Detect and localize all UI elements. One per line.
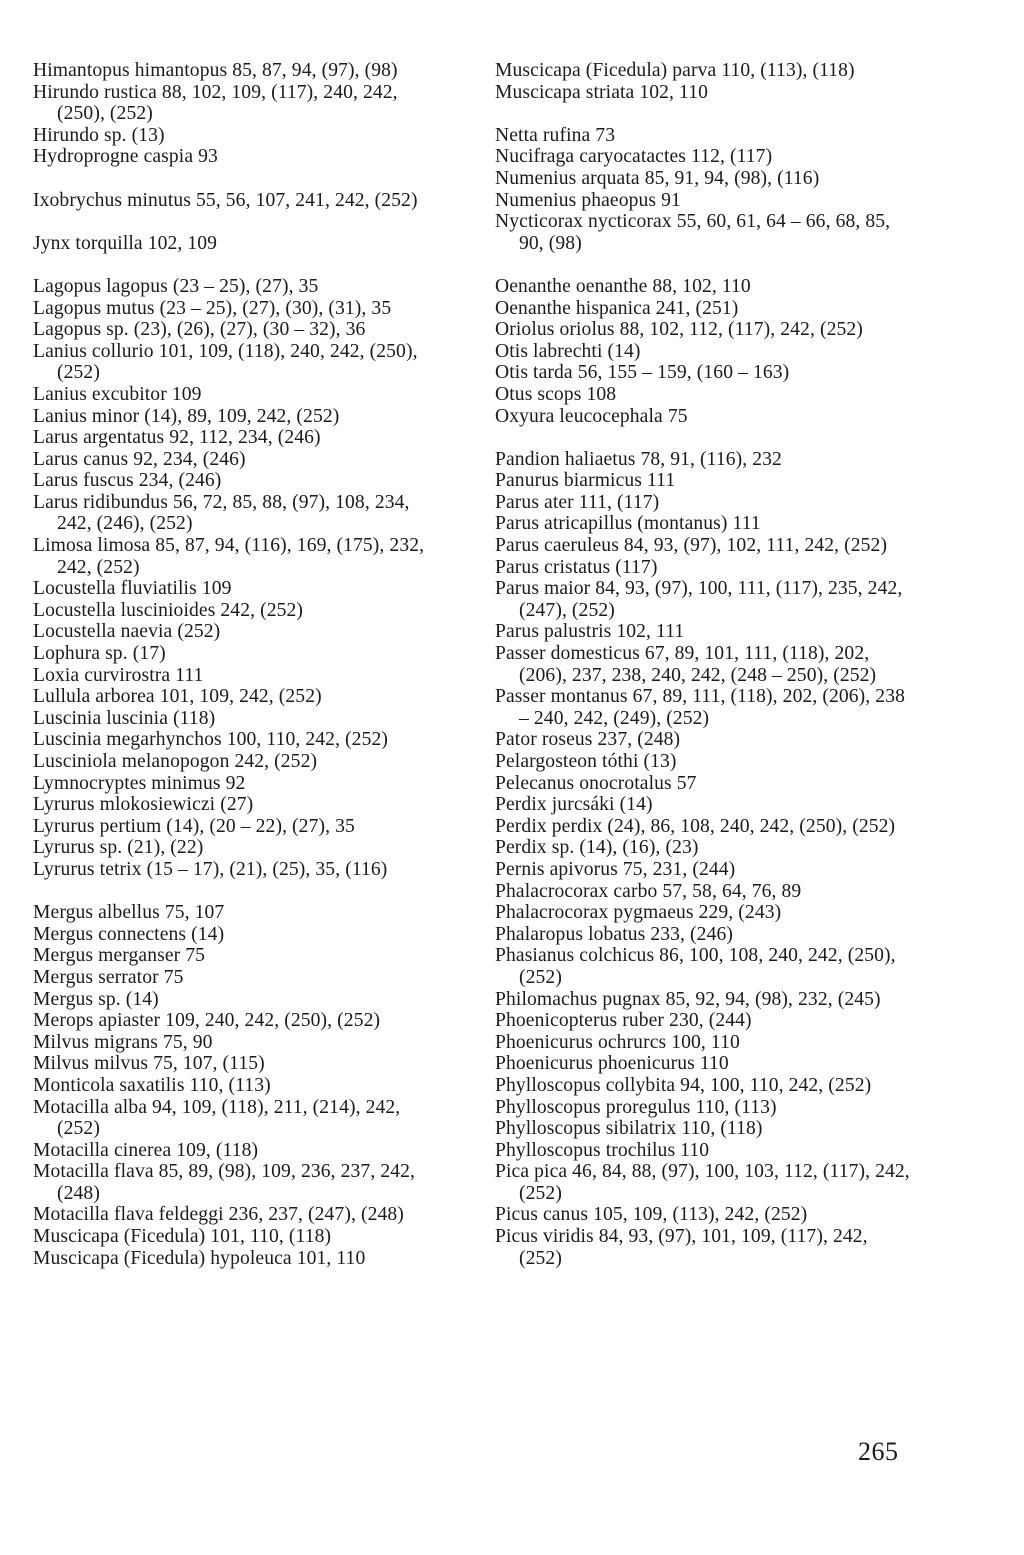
index-entry: Nucifraga caryocatactes 112, (117) (495, 146, 773, 168)
index-entry: Phylloscopus proregulus 110, (113) (495, 1096, 777, 1118)
index-entry: Monticola saxatilis 110, (113) (33, 1074, 271, 1096)
index-entry: Ixobrychus minutus 55, 56, 107, 241, 242, (252) (33, 189, 418, 211)
index-entry: Lophura sp. (17) (33, 643, 166, 665)
index-column-right (495, 60, 913, 1269)
index-entry: Larus argentatus 92, 112, 234, (246) (33, 427, 321, 449)
index-entry: Picus canus 105, 109, (113), 242, (252) (495, 1204, 808, 1226)
index-entry: Passer montanus 67, 89, 111, (118), 202, (206), 238 – 240, 242, (249), (252) (495, 686, 905, 729)
index-entry: Phoenicurus ochrurcs 100, 110 (495, 1031, 740, 1053)
index-entry: Lagopus sp. (23), (26), (27), (30 – 32), 36 (33, 319, 366, 341)
index-entry: Muscicapa (Ficedula) parva 110, (113), (118) (495, 60, 855, 81)
index-entry: Panurus biarmicus 111 (495, 470, 676, 492)
letter-group-gap (33, 254, 441, 276)
index-entry: Lyrurus sp. (21), (22) (33, 837, 204, 859)
index-entry: Larus fuscus 234, (246) (33, 470, 222, 492)
index-entry: Parus ater 111, (117) (495, 491, 660, 513)
index-entry: Locustella fluviatilis 109 (33, 578, 232, 600)
index-entry: Merops apiaster 109, 240, 242, (250), (252) (33, 1010, 381, 1032)
index-entry: Muscicapa (Ficedula) hypoleuca 101, 110 (33, 1247, 366, 1269)
letter-group-gap (495, 427, 913, 449)
index-entry: Lymnocryptes minimus 92 (33, 772, 246, 794)
index-entry: Hirundo rustica 88, 102, 109, (117), 240, 242, (250), (252) (33, 81, 398, 125)
index-entry: Motacilla flava 85, 89, (98), 109, 236, 237, 242, (248) (33, 1161, 416, 1204)
index-entry: Oenanthe oenanthe 88, 102, 110 (495, 275, 751, 297)
index-entry: Parus palustris 102, 111 (495, 621, 685, 643)
index-entry: Pica pica 46, 84, 88, (97), 100, 103, 112, (117), 242, (252) (495, 1161, 910, 1204)
index-entry: Lyrurus mlokosiewiczi (27) (33, 794, 254, 816)
index-entry: Perdix jurcsáki (14) (495, 794, 653, 816)
index-entry: Hirundo sp. (13) (33, 124, 165, 146)
index-entry: Phoenicopterus ruber 230, (244) (495, 1010, 752, 1032)
index-entry: Picus viridis 84, 93, (97), 101, 109, (117), 242, (252) (495, 1226, 868, 1269)
index-entry: Philomachus pugnax 85, 92, 94, (98), 232, (245) (495, 988, 881, 1010)
index-entry: Motacilla cinerea 109, (118) (33, 1139, 259, 1161)
index-entry: Otis labrechti (14) (495, 340, 641, 362)
index-entry: Luscinia megarhynchos 100, 110, 242, (252) (33, 729, 389, 751)
index-entry: Perdix sp. (14), (16), (23) (495, 837, 699, 859)
index-entry: Pandion haliaetus 78, 91, (116), 232 (495, 448, 782, 470)
index-entry: Muscicapa (Ficedula) 101, 110, (118) (33, 1226, 332, 1248)
index-entry: Locustella naevia (252) (33, 621, 221, 643)
index-entry: Parus caeruleus 84, 93, (97), 102, 111, 242, (252) (495, 535, 888, 557)
index-entry: Phylloscopus collybita 94, 100, 110, 242, (252) (495, 1074, 872, 1096)
index-entry: Parus atricapillus (montanus) 111 (495, 513, 761, 535)
letter-group-gap (33, 881, 441, 903)
index-entry: Parus maior 84, 93, (97), 100, 111, (117), 235, 242, (247), (252) (495, 578, 903, 621)
index-entry: Motacilla alba 94, 109, (118), 211, (214), 242, (252) (33, 1096, 401, 1140)
index-entry: Pernis apivorus 75, 231, (244) (495, 858, 736, 880)
index-entry: Lyrurus pertium (14), (20 – 22), (27), 35 (33, 815, 355, 837)
index-entry: Netta rufina 73 (495, 124, 616, 146)
index-entry: Mergus sp. (14) (33, 988, 159, 1010)
index-column-left (33, 60, 441, 1269)
index-entry: Jynx torquilla 102, 109 (33, 232, 218, 254)
index-entry: Himantopus himantopus 85, 87, 94, (97), (98) (33, 60, 398, 81)
index-entry: Limosa limosa 85, 87, 94, (116), 169, (175), 232, 242, (252) (33, 535, 425, 578)
page-number: 265 (858, 1437, 899, 1466)
index-entry: Parus cristatus (117) (495, 556, 658, 578)
index-entry: Otus scops 108 (495, 383, 617, 405)
index-entry: Lusciniola melanopogon 242, (252) (33, 751, 318, 772)
index-entry: Oriolus oriolus 88, 102, 112, (117), 242, (252) (495, 319, 863, 341)
index-entry: Phalaropus lobatus 233, (246) (495, 923, 733, 945)
index-entry: Loxia curvirostra 111 (33, 664, 204, 686)
index-entry: Larus ridibundus 56, 72, 85, 88, (97), 108, 234, 242, (246), (252) (33, 491, 410, 535)
index-entry: Phylloscopus sibilatrix 110, (118) (495, 1118, 763, 1140)
index-entry: Mergus connectens (14) (33, 923, 225, 945)
letter-group-gap (33, 168, 441, 190)
index-entry: Luscinia luscinia (118) (33, 707, 216, 729)
index-entry: Numenius phaeopus 91 (495, 189, 681, 211)
letter-group-gap (495, 103, 913, 125)
index-entry: Lanius excubitor 109 (33, 383, 202, 405)
index-entry: Larus canus 92, 234, (246) (33, 448, 246, 470)
index-entry: Mergus albellus 75, 107 (33, 902, 225, 924)
index-entry: Motacilla flava feldeggi 236, 237, (247), (248) (33, 1204, 404, 1226)
index-entry: Oxyura leucocephala 75 (495, 405, 688, 427)
index-entry: Perdix perdix (24), 86, 108, 240, 242, (250), (252) (495, 815, 896, 837)
index-entry: Mergus serrator 75 (33, 966, 184, 988)
index-entry: Muscicapa striata 102, 110 (495, 81, 708, 103)
index-entry: Lagopus lagopus (23 – 25), (27), 35 (33, 275, 319, 297)
index-entry: Oenanthe hispanica 241, (251) (495, 297, 739, 319)
index-entry: Milvus milvus 75, 107, (115) (33, 1053, 265, 1075)
letter-group-gap (33, 211, 441, 233)
index-entry: Numenius arquata 85, 91, 94, (98), (116) (495, 167, 820, 189)
index-entry: Otis tarda 56, 155 – 159, (160 – 163) (495, 362, 790, 384)
index-entry: Phoenicurus phoenicurus 110 (495, 1053, 729, 1075)
index-entry: Lagopus mutus (23 – 25), (27), (30), (31), 35 (33, 297, 392, 319)
index-entry: Phasianus colchicus 86, 100, 108, 240, 242, (250), (252) (495, 945, 896, 988)
index-entry: Lanius collurio 101, 109, (118), 240, 242, (250), (252) (33, 340, 418, 384)
index-entry: Pelecanus onocrotalus 57 (495, 772, 697, 794)
index-entry: Passer domesticus 67, 89, 101, 111, (118), 202, (206), 237, 238, 240, 242, (248 – 250), (252) (495, 643, 877, 686)
index-entry: Lyrurus tetrix (15 – 17), (21), (25), 35, (116) (33, 858, 388, 880)
index-entry: Phylloscopus trochilus 110 (495, 1139, 710, 1161)
index-entry: Phalacrocorax carbo 57, 58, 64, 76, 89 (495, 880, 802, 902)
index-entry: Mergus merganser 75 (33, 945, 206, 967)
index-entry: Nycticorax nycticorax 55, 60, 61, 64 – 66, 68, 85, 90, (98) (495, 211, 891, 254)
index-entry: Lanius minor (14), 89, 109, 242, (252) (33, 405, 340, 427)
index-entry: Locustella luscinioides 242, (252) (33, 599, 304, 621)
index-entry: Lullula arborea 101, 109, 242, (252) (33, 686, 322, 708)
index-entry: Pator roseus 237, (248) (495, 729, 681, 751)
index-entry: Phalacrocorax pygmaeus 229, (243) (495, 902, 782, 924)
letter-group-gap (495, 254, 913, 276)
index-entry: Pelargosteon tóthi (13) (495, 751, 677, 772)
index-entry: Hydroprogne caspia 93 (33, 146, 218, 168)
index-entry: Milvus migrans 75, 90 (33, 1031, 213, 1053)
